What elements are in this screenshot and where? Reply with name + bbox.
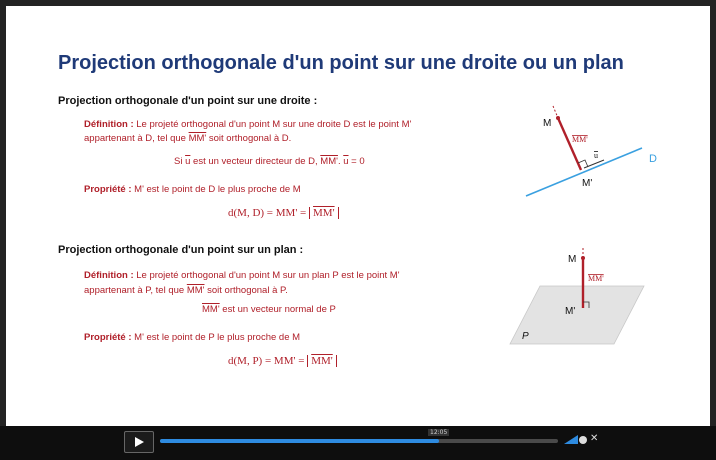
plane-definition-text-2b: soit orthogonal à P.: [204, 285, 288, 296]
vector-u: $\overline{u}$: [185, 156, 191, 167]
plane-point-m-dot: [581, 256, 585, 260]
definition-text-2a: appartenant à D, tel que: [84, 133, 189, 144]
close-icon[interactable]: ✕: [590, 433, 599, 444]
formula-left: d(M, D) = MM' =: [228, 207, 310, 219]
plane-definition-line-2: [84, 284, 288, 297]
point-m-dot: [556, 116, 560, 120]
plane-property-text: M' est le point de P le plus proche de M: [131, 332, 301, 343]
plane-property-label: Propriété :: [84, 332, 132, 343]
label-m: M: [543, 118, 552, 129]
plane-label-vector-mm: MM': [588, 274, 604, 283]
label-d: D: [649, 153, 657, 165]
plane-distance-formula: [228, 355, 337, 367]
property-line: [84, 183, 301, 196]
normal-vector: MM': [202, 304, 220, 315]
plane-definition-line-1: [84, 269, 400, 282]
progress-fill: [160, 439, 439, 443]
plane-label-p: P: [522, 331, 529, 342]
slide-title: Projection orthogonale d'un point sur une droite ou un plan: [58, 52, 624, 74]
label-m-prime: M': [582, 178, 593, 189]
gear-icon[interactable]: [579, 436, 587, 444]
plane-definition-text-2a: appartenant à P, tel que: [84, 285, 187, 296]
plane-definition-label: Définition :: [84, 270, 134, 281]
normal-text: est un vecteur normal de P: [219, 304, 336, 315]
plane-definition-text: Le projeté orthogonal d'un point M sur un plan P est le point M': [133, 270, 400, 281]
plane-vector-mm: MM': [186, 285, 205, 296]
slide: [6, 6, 710, 426]
condition-c: .: [337, 156, 344, 167]
definition-text-2b: soit orthogonal à D.: [206, 133, 292, 144]
distance-formula-line: [228, 207, 339, 219]
normal-vector-line: [202, 303, 336, 316]
vector-u-2: $\overline{u}$: [343, 156, 349, 167]
property-label: Propriété :: [84, 184, 132, 195]
video-controls: [0, 426, 716, 460]
play-button[interactable]: [124, 431, 154, 453]
condition-a: Si: [174, 156, 186, 167]
vector-mm-condition: MM': [320, 156, 338, 167]
time-tooltip: 12:05: [430, 429, 448, 436]
plane-projection-figure: [506, 246, 656, 351]
plane-label-m: M: [568, 254, 577, 265]
formula-norm: MM': [313, 207, 335, 219]
plane-formula-left: d(M, P) = MM' =: [228, 355, 308, 367]
definition-text: Le projeté orthogonal d'un point M sur une droite D est le point M': [133, 119, 412, 130]
property-text: M' est le point de D le plus proche de M: [131, 184, 301, 195]
condition-b: est un vecteur directeur de D,: [190, 156, 321, 167]
definition-line-1: [84, 118, 411, 131]
plane-p: [510, 286, 644, 344]
plane-label-m-prime: M': [565, 306, 576, 317]
definition-label: Définition :: [84, 119, 134, 130]
line-projection-figure: [506, 104, 676, 214]
orthogonality-condition: [174, 155, 365, 168]
plane-property-line: [84, 331, 300, 344]
progress-bar[interactable]: [160, 439, 558, 443]
segment-mm: [558, 118, 581, 170]
label-u: u: [594, 151, 598, 160]
label-vector-mm: MM': [572, 135, 588, 144]
heading-line-projection: Projection orthogonale d'un point sur une droite :: [58, 95, 318, 107]
vector-mm: MM': [188, 133, 207, 144]
condition-d: = 0: [348, 156, 365, 167]
volume-icon[interactable]: [564, 435, 578, 444]
heading-plane-projection: Projection orthogonale d'un point sur un plan :: [58, 244, 304, 256]
definition-line-2: [84, 132, 291, 145]
plane-formula-norm: MM': [311, 355, 333, 367]
